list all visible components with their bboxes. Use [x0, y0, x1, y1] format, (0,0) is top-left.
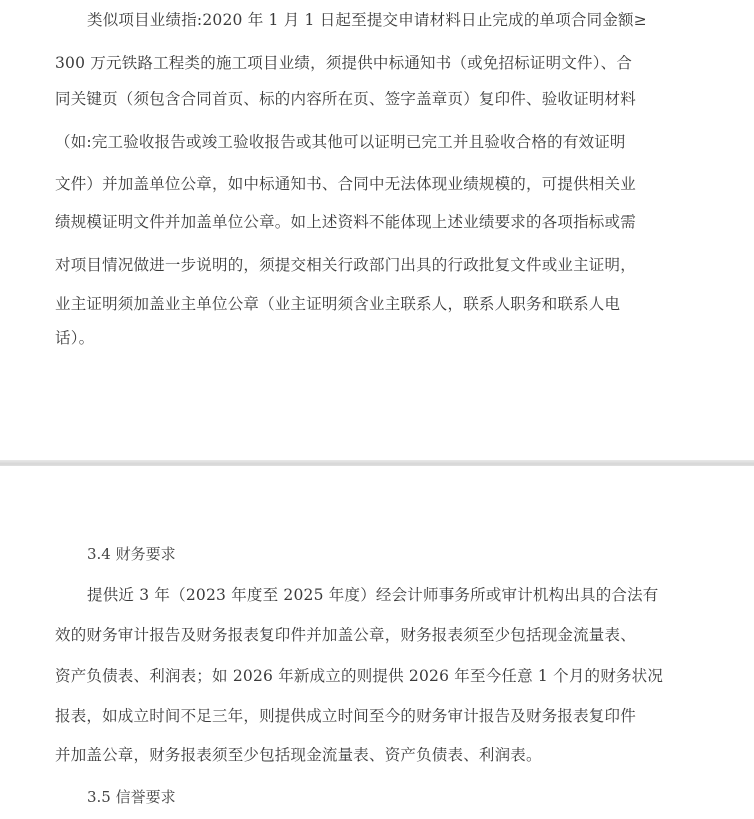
paragraph-line: 提供近 3 年（2023 年度至 2025 年度）经会计师事务所或审计机构出具的合法有 — [87, 586, 659, 604]
paragraph-line: 文件）并加盖单位公章，如中标通知书、合同中无法体现业绩规模的，可提供相关业 — [55, 175, 636, 193]
paragraph-line: 业主证明须加盖业主单位公章（业主证明须含业主联系人，联系人职务和联系人电 — [55, 295, 621, 313]
paragraph-line: 300 万元铁路工程类的施工项目业绩，须提供中标通知书（或免招标证明文件）、合 — [55, 54, 633, 72]
section-heading-3-5: 3.5 信誉要求 — [87, 788, 176, 806]
paragraph-line: 同关键页（须包含合同首页、标的内容所在页、签字盖章页）复印件、验收证明材料 — [55, 90, 636, 108]
paragraph-line: 并加盖公章，财务报表须至少包括现金流量表、资产负债表、利润表。 — [55, 746, 542, 764]
paragraph-line: 效的财务审计报告及财务报表复印件并加盖公章，财务报表须至少包括现金流量表、 — [55, 626, 636, 644]
paragraph-line: 绩规模证明文件并加盖单位公章。如上述资料不能体现上述业绩要求的各项指标或需 — [55, 213, 636, 231]
paragraph-line: 报表，如成立时间不足三年，则提供成立时间至今的财务审计报告及财务报表复印件 — [55, 707, 636, 725]
paragraph-line: （如:完工验收报告或竣工验收报告或其他可以证明已完工并且验收合格的有效证明 — [55, 133, 626, 151]
paragraph-line: 话）。 — [55, 329, 95, 347]
paragraph-line: 类似项目业绩指:2020 年 1 月 1 日起至提交申请材料日止完成的单项合同金额≥ — [87, 11, 647, 29]
paragraph-line: 对项目情况做进一步说明的，须提交相关行政部门出具的行政批复文件或业主证明， — [55, 256, 636, 274]
section-heading-3-4: 3.4 财务要求 — [87, 545, 176, 563]
document-page-2 — [0, 466, 754, 819]
paragraph-line: 资产负债表、利润表；如 2026 年新成立的则提供 2026 年至今任意 1 个月的财务状况 — [55, 667, 664, 685]
